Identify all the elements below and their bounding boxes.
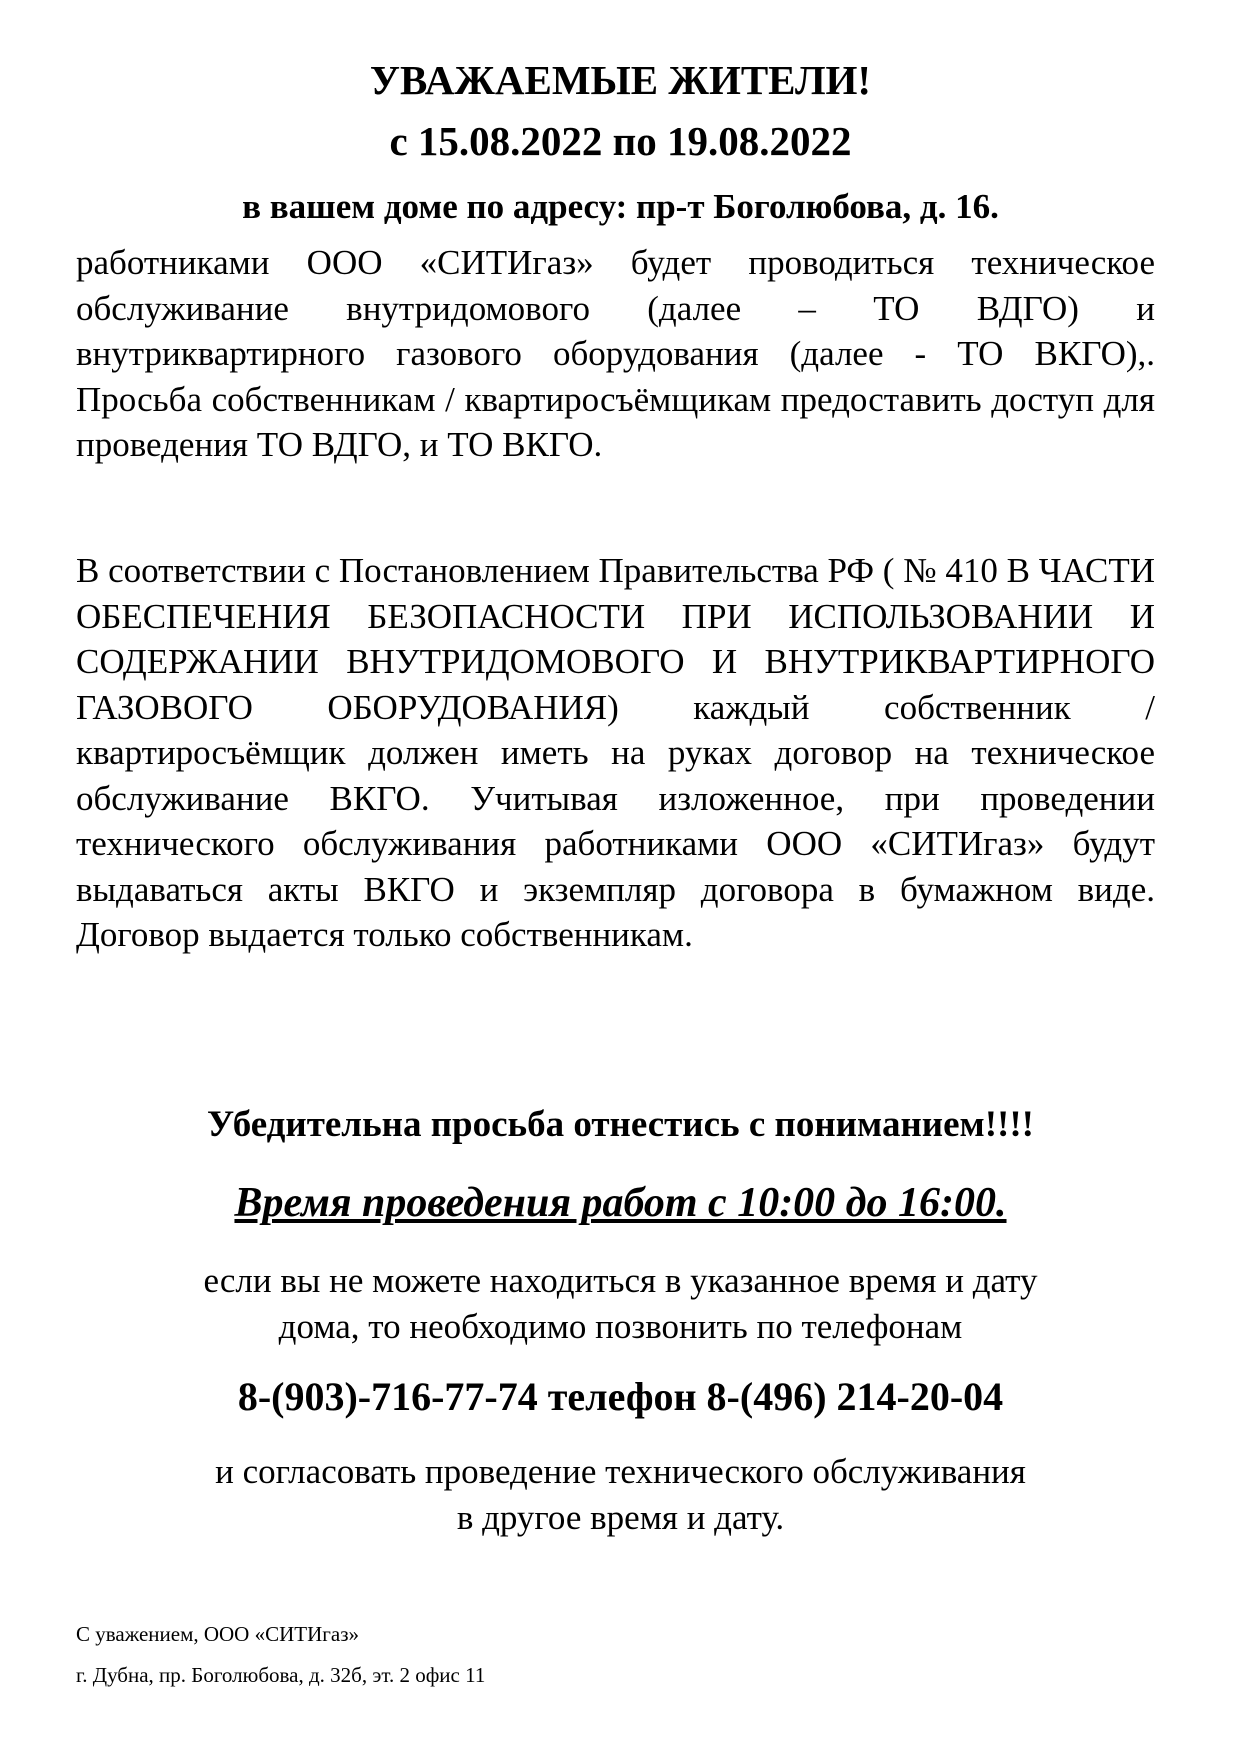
agree-note: [0, 1449, 1241, 1541]
signature: С уважением, ООО «СИТИгаз»: [76, 1622, 359, 1646]
maintenance-paragraph: работниками ООО «СИТИгаз» будет проводиться техническое обслуживание внутридомового (далее – ТО ВДГО) и внутриквартирного газового оборудования (далее - ТО ВКГО),. Просьба собственникам / квартиросъёмщикам предоставить доступ для проведения ТО ВДГО, и ТО ВКГО.: [76, 243, 1155, 464]
work-time-line: Время проведения работ с 10:00 до 16:00.: [234, 1180, 1007, 1226]
call-note-line: если вы не можете находиться в указанное время и дату: [203, 1261, 1038, 1300]
phone-numbers: 8-(903)-716-77-74 телефон 8-(496) 214-20-04: [237, 1374, 1004, 1419]
notice-dates: с 15.08.2022 по 19.08.2022: [389, 118, 852, 164]
appeal-line: Убедительна просьба отнестись с пониманием!!!!: [206, 1104, 1034, 1145]
agree-note-line: и согласовать проведение технического обслуживания: [215, 1452, 1026, 1491]
regulation-paragraph: В соответствии с Постановлением Правительства РФ ( № 410 В ЧАСТИ ОБЕСПЕЧЕНИЯ БЕЗОПАСНОСТИ ПРИ ИСПОЛЬЗОВАНИИ И СОДЕРЖАНИИ ВНУТРИДОМОВОГО И ВНУТРИКВАРТИРНОГО ГАЗОВОГО ОБОРУДОВАНИЯ) каждый собственник / квартиросъёмщик должен иметь на руках договор на техническое обслуживание ВКГО. Учитывая изложенное, при проведении технического обслуживания работниками ООО «СИТИгаз» будут выдаваться акты ВКГО и экземпляр договора в бумажном виде. Договор выдается только собственникам.: [76, 551, 1155, 954]
agree-note-line: в другое время и дату.: [456, 1498, 785, 1537]
notice-greeting: УВАЖАЕМЫЕ ЖИТЕЛИ!: [369, 57, 872, 103]
office-address: г. Дубна, пр. Боголюбова, д. 32б, эт. 2 офис 11: [76, 1663, 486, 1687]
call-note: [0, 1258, 1241, 1350]
notice-address: в вашем доме по адресу: пр-т Боголюбова, д. 16.: [242, 187, 999, 226]
call-note-line: дома, то необходимо позвонить по телефонам: [278, 1307, 963, 1346]
